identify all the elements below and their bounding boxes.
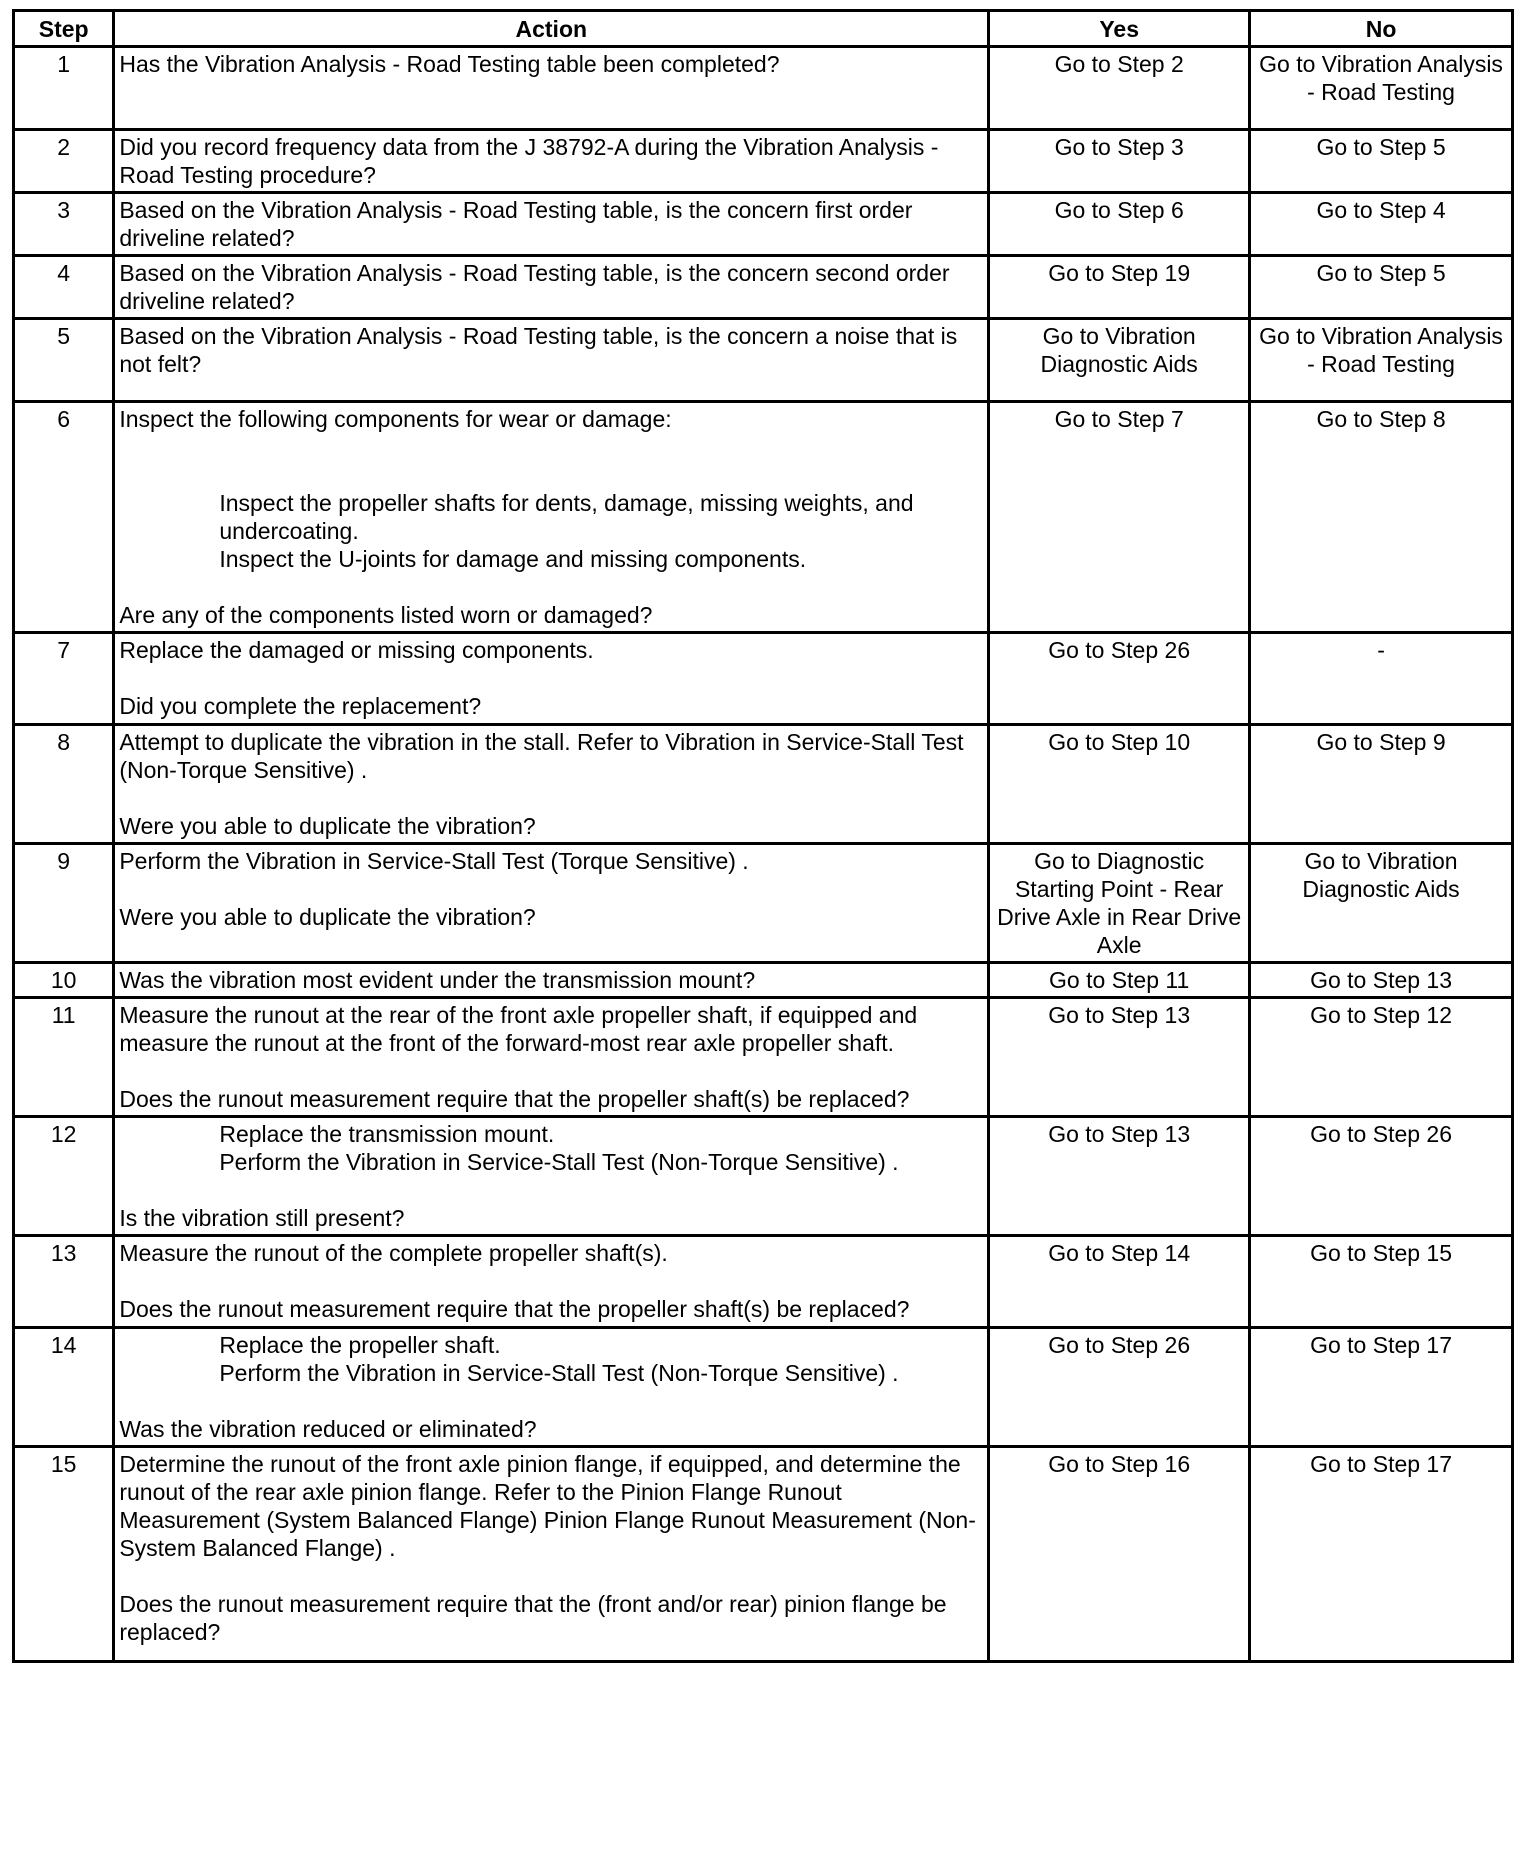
no-cell: Go to Step 8 — [1250, 402, 1513, 633]
yes-cell: Go to Step 16 — [989, 1447, 1250, 1662]
step-number: 5 — [14, 319, 114, 402]
table-row — [14, 256, 1513, 319]
action-text: Was the vibration most evident under the transmission mount? — [119, 967, 756, 993]
header-yes: Yes — [989, 11, 1250, 47]
step-number: 13 — [14, 1236, 114, 1328]
yes-cell: Go to Step 3 — [989, 130, 1250, 193]
diagnostic-page — [12, 9, 1514, 1663]
action-cell — [114, 998, 989, 1117]
action-question: Were you able to duplicate the vibration? — [119, 904, 536, 930]
action-text: Based on the Vibration Analysis - Road Testing table, is the concern second order driveline related? — [119, 260, 950, 314]
header-no: No — [1250, 11, 1513, 47]
step-number: 14 — [14, 1328, 114, 1447]
diagnostic-table — [12, 9, 1514, 1663]
header-action: Action — [114, 11, 989, 47]
table-row — [14, 319, 1513, 402]
action-question: Is the vibration still present? — [119, 1205, 405, 1231]
yes-cell: Go to Step 6 — [989, 193, 1250, 256]
table-row — [14, 725, 1513, 844]
step-number: 1 — [14, 47, 114, 130]
action-substep: Replace the propeller shaft. — [219, 1332, 501, 1358]
action-cell — [114, 1117, 989, 1236]
no-cell: Go to Step 17 — [1250, 1328, 1513, 1447]
yes-cell: Go to Step 19 — [989, 256, 1250, 319]
table-row — [14, 844, 1513, 963]
step-number: 2 — [14, 130, 114, 193]
action-cell — [114, 963, 989, 998]
yes-cell: Go to Step 13 — [989, 998, 1250, 1117]
no-cell: Go to Step 12 — [1250, 998, 1513, 1117]
table-row — [14, 193, 1513, 256]
action-cell — [114, 402, 989, 633]
action-cell — [114, 725, 989, 844]
action-question: Was the vibration reduced or eliminated? — [119, 1416, 537, 1442]
step-number: 4 — [14, 256, 114, 319]
table-row — [14, 633, 1513, 725]
action-substep: Replace the transmission mount. — [219, 1121, 555, 1147]
step-number: 6 — [14, 402, 114, 633]
no-cell: Go to Step 26 — [1250, 1117, 1513, 1236]
yes-cell: Go to Step 26 — [989, 1328, 1250, 1447]
step-number: 9 — [14, 844, 114, 963]
yes-cell: Go to Step 11 — [989, 963, 1250, 998]
step-number: 3 — [14, 193, 114, 256]
table-row — [14, 1447, 1513, 1662]
action-cell — [114, 193, 989, 256]
action-cell — [114, 844, 989, 963]
table-row — [14, 402, 1513, 633]
action-substep: Inspect the propeller shafts for dents, damage, missing weights, and undercoating. — [219, 490, 914, 544]
header-row — [14, 11, 1513, 47]
step-number: 12 — [14, 1117, 114, 1236]
no-cell: Go to Step 5 — [1250, 130, 1513, 193]
action-question: Does the runout measurement require that the propeller shaft(s) be replaced? — [119, 1086, 910, 1112]
yes-cell: Go to Vibration Diagnostic Aids — [989, 319, 1250, 402]
no-cell: - — [1250, 633, 1513, 725]
table-row — [14, 130, 1513, 193]
action-text: Measure the runout of the complete propeller shaft(s). — [119, 1240, 668, 1266]
table-row — [14, 998, 1513, 1117]
yes-cell: Go to Step 10 — [989, 725, 1250, 844]
no-cell: Go to Vibration Diagnostic Aids — [1250, 844, 1513, 963]
action-text: Perform the Vibration in Service-Stall Test (Torque Sensitive) . — [119, 848, 749, 874]
action-text: Did you record frequency data from the J 38792-A during the Vibration Analysis - Road Testing procedure? — [119, 134, 939, 188]
yes-cell: Go to Step 7 — [989, 402, 1250, 633]
table-row — [14, 963, 1513, 998]
action-cell — [114, 1328, 989, 1447]
no-cell: Go to Step 4 — [1250, 193, 1513, 256]
yes-cell: Go to Step 14 — [989, 1236, 1250, 1328]
action-cell — [114, 1447, 989, 1662]
header-step: Step — [14, 11, 114, 47]
action-question: Does the runout measurement require that the (front and/or rear) pinion flange be replaced? — [119, 1591, 947, 1645]
action-substep: Perform the Vibration in Service-Stall Test (Non-Torque Sensitive) . — [219, 1360, 899, 1386]
action-text: Based on the Vibration Analysis - Road Testing table, is the concern first order driveline related? — [119, 197, 913, 251]
action-cell — [114, 319, 989, 402]
action-text: Has the Vibration Analysis - Road Testing table been completed? — [119, 51, 780, 77]
yes-cell: Go to Step 2 — [989, 47, 1250, 130]
action-question: Does the runout measurement require that the propeller shaft(s) be replaced? — [119, 1296, 910, 1322]
action-substep: Inspect the U-joints for damage and missing components. — [219, 546, 807, 572]
table-row — [14, 1236, 1513, 1328]
action-question: Were you able to duplicate the vibration? — [119, 813, 536, 839]
action-question: Are any of the components listed worn or damaged? — [119, 602, 653, 628]
yes-cell: Go to Step 26 — [989, 633, 1250, 725]
no-cell: Go to Step 13 — [1250, 963, 1513, 998]
step-number: 11 — [14, 998, 114, 1117]
step-number: 10 — [14, 963, 114, 998]
step-number: 8 — [14, 725, 114, 844]
table-row — [14, 1117, 1513, 1236]
action-cell — [114, 1236, 989, 1328]
action-text: Based on the Vibration Analysis - Road Testing table, is the concern a noise that is not felt? — [119, 323, 958, 377]
action-cell — [114, 130, 989, 193]
action-text: Measure the runout at the rear of the front axle propeller shaft, if equipped and measure the runout at the front of the forward-most rear axle propeller shaft. — [119, 1002, 918, 1056]
step-number: 7 — [14, 633, 114, 725]
no-cell: Go to Step 15 — [1250, 1236, 1513, 1328]
table-row — [14, 1328, 1513, 1447]
table-row — [14, 47, 1513, 130]
no-cell: Go to Step 5 — [1250, 256, 1513, 319]
action-text: Inspect the following components for wear or damage: — [119, 406, 672, 432]
no-cell: Go to Step 17 — [1250, 1447, 1513, 1662]
action-cell — [114, 256, 989, 319]
yes-cell: Go to Step 13 — [989, 1117, 1250, 1236]
action-text: Determine the runout of the front axle pinion flange, if equipped, and determine the runout of the rear axle pinion flange. Refer to the Pinion Flange Runout Measurement (System Balanced Flange) Pinion Flange Runout Measurement (Non-System Balanced Flange) . — [119, 1451, 976, 1561]
yes-cell: Go to Diagnostic Starting Point - Rear Drive Axle in Rear Drive Axle — [989, 844, 1250, 963]
action-text: Attempt to duplicate the vibration in the stall. Refer to Vibration in Service-Stall Test (Non-Torque Sensitive) . — [119, 729, 964, 783]
action-cell — [114, 47, 989, 130]
action-substep: Perform the Vibration in Service-Stall Test (Non-Torque Sensitive) . — [219, 1149, 899, 1175]
action-text: Replace the damaged or missing components. — [119, 637, 594, 663]
no-cell: Go to Step 9 — [1250, 725, 1513, 844]
action-cell — [114, 633, 989, 725]
no-cell: Go to Vibration Analysis - Road Testing — [1250, 47, 1513, 130]
step-number: 15 — [14, 1447, 114, 1662]
no-cell: Go to Vibration Analysis - Road Testing — [1250, 319, 1513, 402]
action-question: Did you complete the replacement? — [119, 693, 482, 719]
